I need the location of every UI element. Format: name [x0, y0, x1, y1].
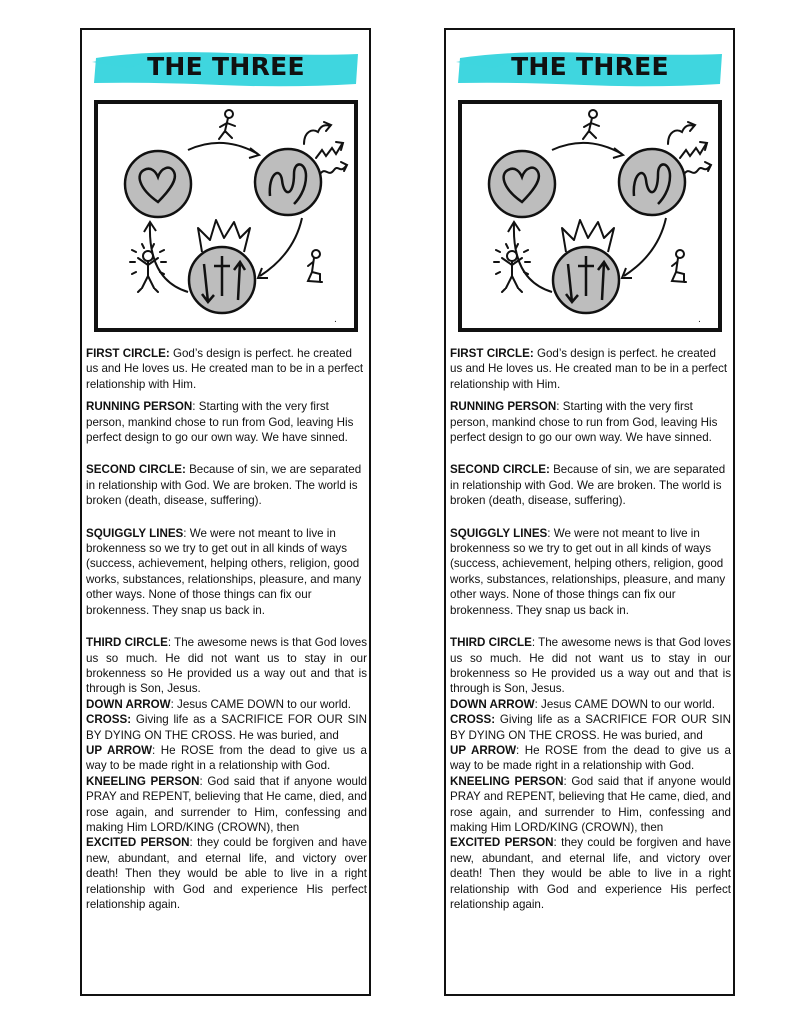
- bookmark-left: [80, 28, 371, 996]
- running-person-icon: [583, 110, 599, 139]
- title-banner: [90, 44, 362, 90]
- section-third-circle: THIRD CIRCLE: The awesome news is that God loves us so much. He did not want us to stay in our brokenness so He provided us a way out and that is through is Son, Jesus.: [450, 636, 732, 696]
- section-first-circle: FIRST CIRCLE: God’s design is perfect. he created us and He loves us. He created man to be in a perfect relationship with Him.: [450, 347, 728, 391]
- section-down-arrow: DOWN ARROW: Jesus CAME DOWN to our world.: [450, 697, 715, 711]
- explanation-text: [86, 346, 367, 912]
- section-up-arrow: UP ARROW: He ROSE from the dead to give us a way to be made right in a relationship with God.: [450, 743, 731, 773]
- three-circles-diagram: [94, 100, 358, 332]
- diagram-mark: .: [698, 315, 701, 325]
- section-excited-person: EXCITED PERSON: they could be forgiven and have new, abundant, and eternal life, and victory over death! Then they would be able to live in a right relationship with God and experience His perfect relationship again.: [86, 836, 367, 911]
- diagram-mark: .: [334, 315, 337, 325]
- running-person-icon: [219, 110, 235, 139]
- first-circle-icon: [489, 151, 555, 217]
- second-circle-icon: [255, 149, 321, 215]
- kneeling-person-icon: [672, 250, 686, 282]
- arrow-left-icon: [514, 224, 552, 292]
- section-second-circle: SECOND CIRCLE: Because of sin, we are separated in relationship with God. We are broken. The world is broken (death, disease, suffering).: [86, 463, 362, 508]
- section-up-arrow: UP ARROW: He ROSE from the dead to give us a way to be made right in a relationship with God.: [86, 743, 367, 773]
- section-cross: CROSS: Giving life as a SACRIFICE FOR OUR SIN BY DYING ON THE CROSS. He was buried, and: [86, 713, 367, 742]
- arrow-right-icon: [260, 218, 302, 276]
- section-third-circle: THIRD CIRCLE: The awesome news is that God loves us so much. He did not want us to stay in our brokenness so He provided us a way out and that is through is Son, Jesus.: [86, 636, 368, 696]
- kneeling-person-icon: [308, 250, 322, 282]
- bookmark-title: THE THREE: [511, 52, 669, 81]
- section-kneeling-person: KNEELING PERSON: God said that if anyone would PRAY and REPENT, believing that He came, died, and rose again, and surrender to Him, confessing and making Him LORD/KING (CROWN), then: [86, 774, 367, 834]
- section-running-person: RUNNING PERSON: Starting with the very first person, mankind chose to run from God, leaving His perfect design to go our own way. We have sinned.: [86, 400, 354, 445]
- excited-person-icon: [494, 244, 530, 292]
- three-circles-diagram: [458, 100, 722, 332]
- arrow-top-icon: [552, 143, 622, 154]
- section-running-person: RUNNING PERSON: Starting with the very first person, mankind chose to run from God, leaving His perfect design to go our own way. We have sinned.: [450, 400, 718, 445]
- section-first-circle: FIRST CIRCLE: God’s design is perfect. he created us and He loves us. He created man to be in a perfect relationship with Him.: [86, 347, 364, 391]
- first-circle-icon: [125, 151, 191, 217]
- second-circle-icon: [619, 149, 685, 215]
- section-second-circle: SECOND CIRCLE: Because of sin, we are separated in relationship with God. We are broken. The world is broken (death, disease, suffering).: [450, 463, 726, 508]
- section-squiggly-lines: SQUIGGLY LINES: We were not meant to live in brokenness so we try to get out in all kinds of ways (success, achievement, helping others, religion, good works, substances, relationships, pleasure, and many other ways. None of those things can fix our brokenness. They snap us back in.: [450, 526, 726, 617]
- explanation-text: [450, 346, 731, 912]
- section-excited-person: EXCITED PERSON: they could be forgiven and have new, abundant, and eternal life, and victory over death! Then they would be able to live in a right relationship with God and experience His perfect relationship again.: [450, 836, 731, 911]
- arrow-top-icon: [188, 143, 258, 154]
- arrow-left-icon: [150, 224, 188, 292]
- section-squiggly-lines: SQUIGGLY LINES: We were not meant to live in brokenness so we try to get out in all kinds of ways (success, achievement, helping others, religion, good works, substances, relationships, pleasure, and many other ways. None of those things can fix our brokenness. They snap us back in.: [86, 526, 362, 617]
- bookmark-title: THE THREE: [147, 52, 305, 81]
- arrow-right-icon: [624, 218, 666, 276]
- excited-person-icon: [130, 244, 166, 292]
- bookmark-right: [444, 28, 735, 996]
- section-down-arrow: DOWN ARROW: Jesus CAME DOWN to our world.: [86, 697, 351, 711]
- section-cross: CROSS: Giving life as a SACRIFICE FOR OUR SIN BY DYING ON THE CROSS. He was buried, and: [450, 713, 731, 742]
- title-banner: [454, 44, 726, 90]
- section-kneeling-person: KNEELING PERSON: God said that if anyone would PRAY and REPENT, believing that He came, died, and rose again, and surrender to Him, confessing and making Him LORD/KING (CROWN), then: [450, 774, 731, 834]
